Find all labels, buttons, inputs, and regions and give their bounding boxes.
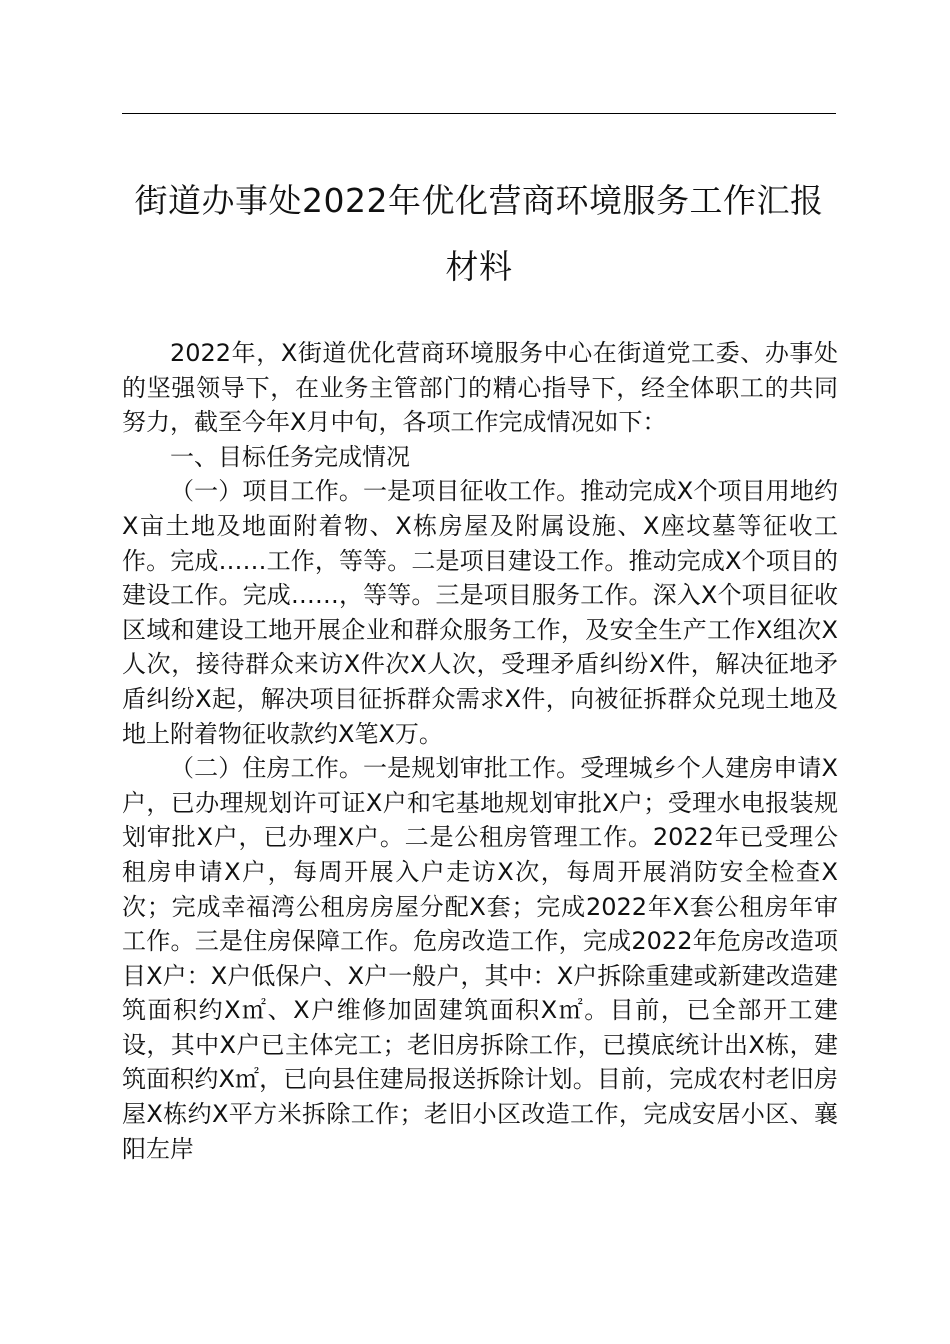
header-rule bbox=[122, 113, 836, 114]
paragraph-housing-work: （二）住房工作。一是规划审批工作。受理城乡个人建房申请X户，已办理规划许可证X户和宅基地规划审批X户；受理水电报装规划审批X户，已办理X户。二是公租房管理工作。2022年已受理公租房申请X户，每周开展入户走访X次，每周开展消防安全检查X次；完成幸福湾公租房房屋分配X套；完成2022年X套公租房年审工作。三是住房保障工作。危房改造工作，完成2022年危房改造项目X户：X户低保户、X户一般户，其中：X户拆除重建或新建改造建筑面积约X㎡、X户维修加固建筑面积X㎡。目前，已全部开工建设，其中X户已主体完工；老旧房拆除工作，已摸底统计出X栋，建筑面积约X㎡，已向县住建局报送拆除计划。目前，完成农村老旧房屋X栋约X平方米拆除工作；老旧小区改造工作，完成安居小区、襄阳左岸 bbox=[122, 754, 838, 1163]
document-body bbox=[122, 336, 838, 1166]
paragraph-intro: 2022年，X街道优化营商环境服务中心在街道党工委、办事处的坚强领导下，在业务主管部门的精心指导下，经全体职工的共同努力，截至今年X月中旬，各项工作完成情况如下： bbox=[122, 339, 838, 437]
section-heading-1: 一、目标任务完成情况 bbox=[170, 442, 410, 471]
paragraph-project-work: （一）项目工作。一是项目征收工作。推动完成X个项目用地约X亩土地及地面附着物、X栋房屋及附属设施、X座坟墓等征收工作。完成……工作，等等。二是项目建设工作。推动完成X个项目的建设工作。完成……，等等。三是项目服务工作。深入X个项目征收区域和建设工地开展企业和群众服务工作，及安全生产工作X组次X人次，接待群众来访X件次X人次，受理矛盾纠纷X件，解决征地矛盾纠纷X起，解决项目征拆群众需求X件，向被征拆群众兑现土地及地上附着物征收款约X笔X万。 bbox=[122, 477, 838, 748]
document-title: 街道办事处2022年优化营商环境服务工作汇报材料 bbox=[134, 181, 824, 286]
